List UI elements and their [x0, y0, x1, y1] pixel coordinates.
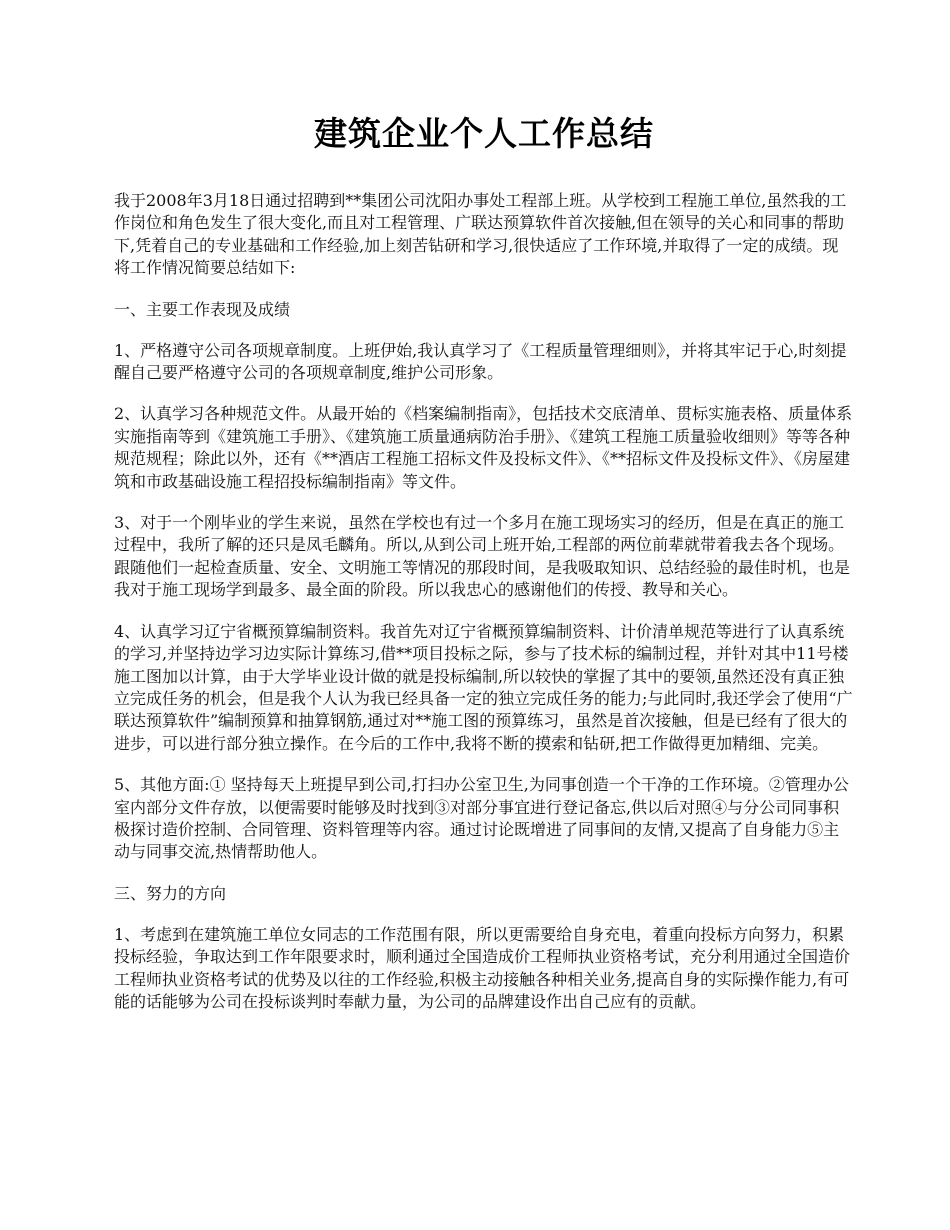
direction-item-1: 1、考虑到在建筑施工单位女同志的工作范围有限，所以更需要给自身充电，着重向投标方向努力，积累投标经验，争取达到工作年限要求时，顺利通过全国造成价工程师执业资格考试，充分利用通过全国造价工程师执业资格考试的优势及以往的工作经验,积极主动接触各种相关业务,提高自身的实际操作能力,有可能的话能够为公司在投标谈判时奉献力量，为公司的品牌建设作出自己应有的贡献。 [114, 924, 851, 1011]
paragraph-item-3: 3、对于一个刚毕业的学生来说，虽然在学校也有过一个多月在施工现场实习的经历，但是在真正的施工过程中，我所了解的还只是凤毛麟角。所以,从到公司上班开始,工程部的两位前辈就带着我去各个现场。跟随他们一起检查质量、安全、文明施工等情况的那段时间，是我吸取知识、总结经验的最佳时机，也是我对于施工现场学到最多、最全面的阶段。所以我忠心的感谢他们的传授、教导和关心。 [114, 513, 851, 600]
intro-paragraph: 我于2008年3月18日通过招聘到**集团公司沈阳办事处工程部上班。从学校到工程施工单位,虽然我的工作岗位和角色发生了很大变化,而且对工程管理、广联达预算软件首次接触,但在领导的关心和同事的帮助下,凭着自己的专业基础和工作经验,加上刻苦钻研和学习,很快适应了工作环境,并取得了一定的成绩。现将工作情况简要总结如下: [114, 191, 847, 278]
paragraph-item-4: 4、认真学习辽宁省概预算编制资料。我首先对辽宁省概预算编制资料、计价清单规范等进行了认真系统的学习,并坚持边学习边实际计算练习,借**项目投标之际，参与了技术标的编制过程，并针对其中11号楼施工图加以计算，由于大学毕业设计做的就是投标编制,所以较快的掌握了其中的要领,虽然还没有真正独立完成任务的机会，但是我个人认为我已经具备一定的独立完成任务的能力;与此同时,我还学会了使用“广联达预算软件”编制预算和抽算钢筋,通过对**施工图的预算练习，虽然是首次接触，但是已经有了很大的进步，可以进行部分独立操作。在今后的工作中,我将不断的摸索和钻研,把工作做得更加精细、完美。 [114, 621, 853, 753]
document-page [114, 112, 854, 1032]
section-heading-work-performance: 一、主要工作表现及成绩 [114, 299, 291, 319]
section-heading-future-direction: 三、努力的方向 [114, 883, 227, 903]
paragraph-item-1: 1、严格遵守公司各项规章制度。上班伊始,我认真学习了《工程质量管理细则》，并将其牢记于心,时刻提醒自己要严格遵守公司的各项规章制度,维护公司形象。 [114, 340, 847, 383]
document-title: 建筑企业个人工作总结 [314, 114, 654, 153]
paragraph-item-2: 2、认真学习各种规范文件。从最开始的《档案编制指南》，包括技术交底清单、贯标实施表格、质量体系实施指南等到《建筑施工手册》、《建筑施工质量通病防治手册》、《建筑工程施工质量验收细则》等等各种规范规程；除此以外，还有《**酒店工程施工招标文件及投标文件》、《**招标文件及投标文件》、《房屋建筑和市政基础设施工程招投标编制指南》等文件。 [114, 404, 853, 491]
paragraph-item-5: 5、其他方面:① 坚持每天上班提早到公司,打扫办公室卫生,为同事创造一个干净的工作环境。②管理办公室内部分文件存放，以便需要时能够及时找到③对部分事宜进行登记备忘,供以后对照④与分公司同事积极探讨造价控制、合同管理、资料管理等内容。通过讨论既增进了同事间的友情,又提高了自身能力⑤主动与同事交流,热情帮助他人。 [114, 775, 849, 862]
